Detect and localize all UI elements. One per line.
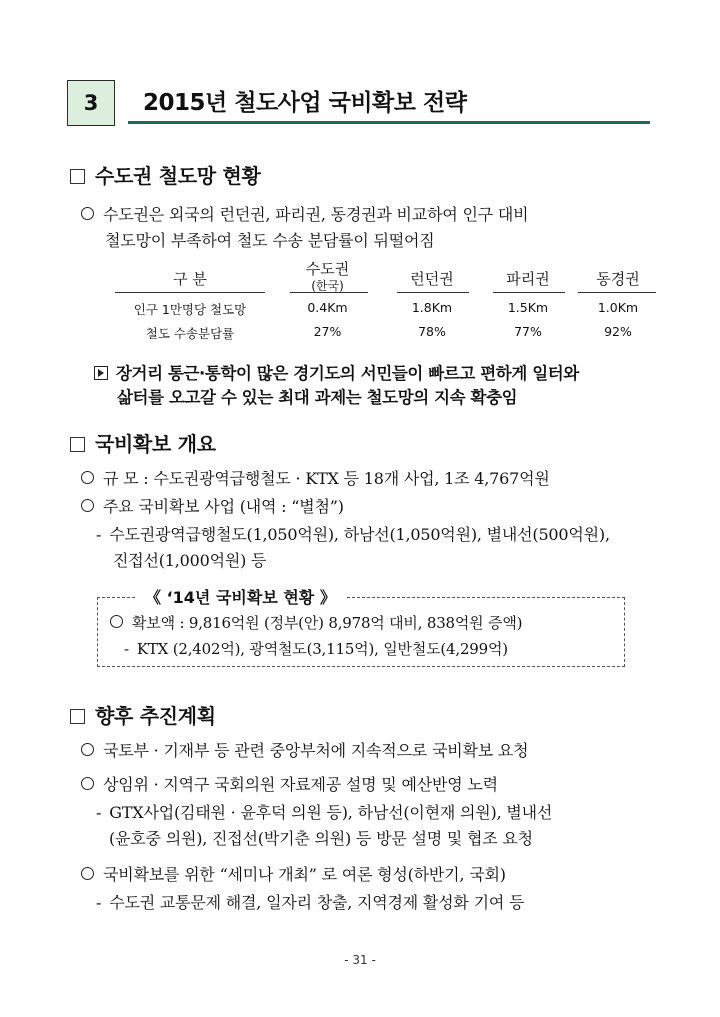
funding-status-box-title: 《 ‘14년 국비확보 현황 》 [135,585,346,608]
table-header-underline [290,292,368,293]
s3-bullet-2: 상임위 · 지역구 국회의원 자료제공 설명 및 예산반영 노력 [81,772,498,795]
table-cell: 77% [514,324,542,339]
s2-dash-line-1: - 수도권광역급행철도(1,050억원), 하남선(1,050억원), 별내선(500억원), [96,525,610,544]
circle-bullet-icon [81,499,94,512]
funding-status-dash: - KTX (2,402억), 광역철도(3,115억), 일반철도(4,299억) [124,640,508,658]
s2-bullet-2: 주요 국비확보 사업 (내역 : “별첨”) [81,494,344,517]
s2-dash-line-2: 진접선(1,000억원) 등 [113,551,267,570]
section-number-box [67,80,115,126]
section-title: 2015년 철도사업 국비확보 전략 [143,90,467,116]
table-header-underline [115,292,265,293]
circle-bullet-icon [110,615,123,628]
circle-bullet-icon [81,777,94,790]
table-header-seoul-sub: (한국) [311,279,344,293]
s1-bullet-line-2: 철도망이 부족하여 철도 수송 분담률이 뒤떨어짐 [105,231,435,250]
table-header-label: 구 분 [173,270,207,288]
s3-dash-1-line-2: (윤호중 의원), 진접선(박기춘 의원) 등 방문 설명 및 협조 요청 [109,829,533,848]
section-number: 3 [83,91,99,115]
table-header-tokyo: 동경권 [596,270,640,288]
subsection-heading-1: 수도권 철도망 현황 [70,160,261,189]
table-header-underline [578,292,656,293]
table-cell: 92% [604,324,632,339]
square-bullet-icon [70,709,85,724]
circle-bullet-icon [81,207,94,220]
dash-bullet: - [124,640,129,658]
subsection-heading-3: 향후 추진계획 [70,700,216,729]
table-header-seoul [285,258,370,294]
table-header-paris: 파리권 [506,270,550,288]
subsection-heading-2: 국비확보 개요 [70,428,216,457]
table-header-underline [493,292,565,293]
page-number: - 31 - [344,953,376,967]
dash-bullet: - [96,525,102,544]
s2-bullet-1: 규 모 : 수도권광역급행철도 · KTX 등 18개 사업, 1조 4,767억원 [81,466,550,489]
table-cell: 1.8Km [411,300,453,315]
circle-bullet-icon [81,867,94,880]
table-header-seoul-label: 수도권 [305,260,350,278]
arrow-box-icon [94,366,108,380]
table-cell: 1.0Km [597,300,639,315]
dash-bullet: - [96,803,102,822]
table-cell: 78% [418,324,446,339]
circle-bullet-icon [81,471,94,484]
square-bullet-icon [70,437,85,452]
comparison-table [110,258,650,342]
section-title-underline [128,121,650,124]
table-cell: 1.5Km [507,300,549,315]
table-cell: 27% [313,324,342,339]
table-cell: 0.4Km [307,300,348,315]
funding-status-bullet: 확보액 : 9,816억원 (정부(안) 8,978억 대비, 838억원 증액) [110,612,522,633]
s1-bullet-line-1: 수도권은 외국의 런던권, 파리권, 동경권과 비교하여 인구 대비 [81,202,528,225]
s3-bullet-1: 국토부 · 기재부 등 관련 중앙부처에 지속적으로 국비확보 요청 [81,738,528,761]
table-row-1-label: 인구 1만명당 철도망 [133,302,247,317]
table-header-london: 런던권 [410,270,454,288]
table-row-2-label: 철도 수송분담률 [145,326,235,341]
dash-bullet: - [96,893,102,912]
s3-bullet-3: 국비확보를 위한 “세미나 개최” 로 여론 형성(하반기, 국회) [81,862,506,885]
square-bullet-icon [70,169,85,184]
s1-conclusion-line-1: 장거리 통근·통학이 많은 경기도의 서민들이 빠르고 편하게 일터와 [94,360,579,384]
s3-dash-1-line-1: - GTX사업(김태원 · 윤후덕 의원 등), 하남선(이현재 의원), 별내선 [96,803,553,822]
table-header-underline [397,292,469,293]
circle-bullet-icon [81,743,94,756]
s1-conclusion-line-2: 삶터를 오고갈 수 있는 최대 과제는 철도망의 지속 확충임 [117,388,518,407]
s3-dash-2: - 수도권 교통문제 해결, 일자리 창출, 지역경제 활성화 기여 등 [96,893,525,912]
